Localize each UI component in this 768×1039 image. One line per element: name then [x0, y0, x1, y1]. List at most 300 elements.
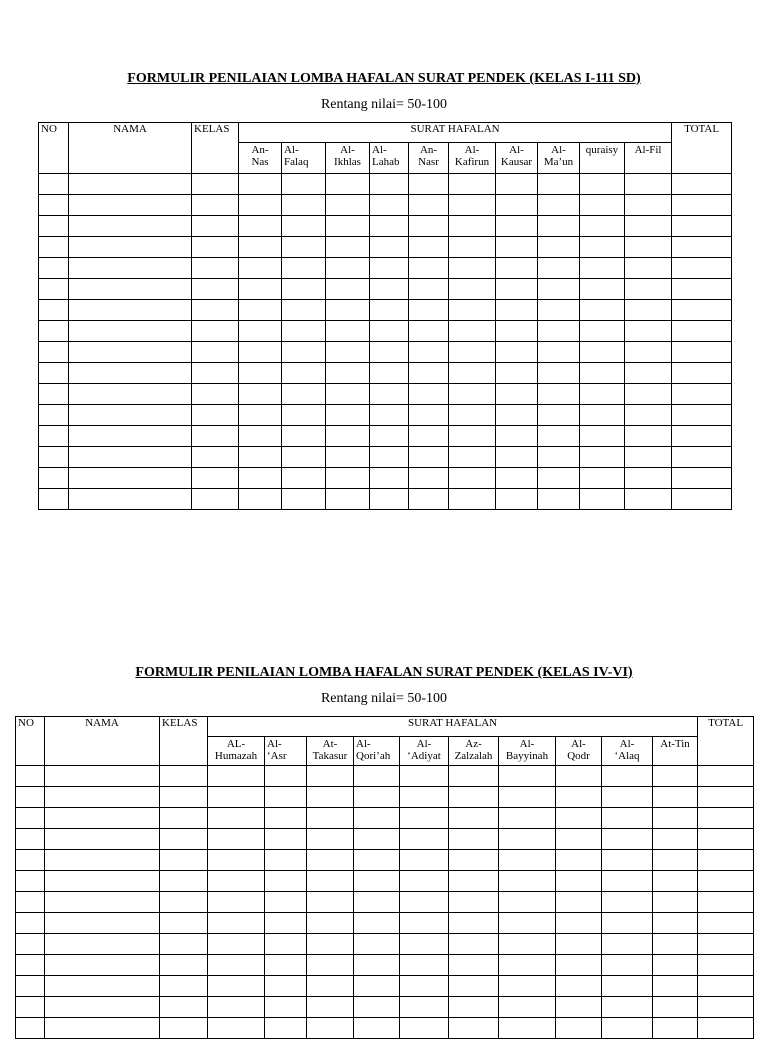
- score-cell[interactable]: [538, 384, 580, 405]
- score-cell[interactable]: [69, 405, 192, 426]
- score-cell[interactable]: [672, 405, 732, 426]
- score-cell[interactable]: [239, 279, 282, 300]
- score-cell[interactable]: [580, 195, 625, 216]
- score-cell[interactable]: [192, 405, 239, 426]
- score-cell[interactable]: [449, 892, 499, 913]
- score-cell[interactable]: [580, 426, 625, 447]
- score-cell[interactable]: [698, 850, 754, 871]
- score-cell[interactable]: [282, 384, 326, 405]
- score-cell[interactable]: [602, 976, 653, 997]
- score-cell[interactable]: [672, 468, 732, 489]
- score-cell[interactable]: [45, 829, 160, 850]
- score-cell[interactable]: [69, 342, 192, 363]
- score-cell[interactable]: [192, 363, 239, 384]
- score-cell[interactable]: [449, 279, 496, 300]
- score-cell[interactable]: [192, 216, 239, 237]
- score-cell[interactable]: [307, 766, 354, 787]
- score-cell[interactable]: [265, 913, 307, 934]
- score-cell[interactable]: [672, 216, 732, 237]
- score-cell[interactable]: [282, 258, 326, 279]
- score-cell[interactable]: [400, 1018, 449, 1039]
- score-cell[interactable]: [69, 300, 192, 321]
- score-cell[interactable]: [496, 405, 538, 426]
- score-cell[interactable]: [282, 342, 326, 363]
- score-cell[interactable]: [698, 766, 754, 787]
- score-cell[interactable]: [698, 892, 754, 913]
- score-cell[interactable]: [602, 871, 653, 892]
- score-cell[interactable]: [499, 934, 556, 955]
- score-cell[interactable]: [496, 237, 538, 258]
- score-cell[interactable]: [625, 279, 672, 300]
- score-cell[interactable]: [45, 955, 160, 976]
- score-cell[interactable]: [449, 871, 499, 892]
- score-cell[interactable]: [400, 934, 449, 955]
- score-cell[interactable]: [69, 279, 192, 300]
- score-cell[interactable]: [672, 237, 732, 258]
- score-cell[interactable]: [69, 195, 192, 216]
- score-cell[interactable]: [208, 871, 265, 892]
- score-cell[interactable]: [409, 426, 449, 447]
- score-cell[interactable]: [400, 955, 449, 976]
- score-cell[interactable]: [239, 489, 282, 510]
- score-cell[interactable]: [538, 321, 580, 342]
- score-cell[interactable]: [192, 468, 239, 489]
- score-cell[interactable]: [265, 1018, 307, 1039]
- score-cell[interactable]: [208, 1018, 265, 1039]
- score-cell[interactable]: [499, 808, 556, 829]
- score-cell[interactable]: [556, 808, 602, 829]
- score-cell[interactable]: [192, 195, 239, 216]
- score-cell[interactable]: [625, 300, 672, 321]
- score-cell[interactable]: [354, 808, 400, 829]
- score-cell[interactable]: [160, 997, 208, 1018]
- score-cell[interactable]: [265, 871, 307, 892]
- score-cell[interactable]: [326, 447, 370, 468]
- score-cell[interactable]: [556, 913, 602, 934]
- score-cell[interactable]: [370, 279, 409, 300]
- score-cell[interactable]: [602, 829, 653, 850]
- score-cell[interactable]: [409, 174, 449, 195]
- score-cell[interactable]: [282, 363, 326, 384]
- score-cell[interactable]: [326, 216, 370, 237]
- score-cell[interactable]: [354, 871, 400, 892]
- score-cell[interactable]: [265, 766, 307, 787]
- score-cell[interactable]: [160, 976, 208, 997]
- score-cell[interactable]: [307, 787, 354, 808]
- score-cell[interactable]: [672, 300, 732, 321]
- score-cell[interactable]: [653, 976, 698, 997]
- score-cell[interactable]: [653, 787, 698, 808]
- score-cell[interactable]: [354, 1018, 400, 1039]
- score-cell[interactable]: [282, 279, 326, 300]
- score-cell[interactable]: [449, 976, 499, 997]
- score-cell[interactable]: [409, 216, 449, 237]
- score-cell[interactable]: [282, 300, 326, 321]
- score-cell[interactable]: [653, 1018, 698, 1039]
- score-cell[interactable]: [16, 913, 45, 934]
- score-cell[interactable]: [653, 850, 698, 871]
- score-cell[interactable]: [400, 829, 449, 850]
- score-cell[interactable]: [625, 489, 672, 510]
- score-cell[interactable]: [16, 892, 45, 913]
- score-cell[interactable]: [239, 300, 282, 321]
- score-cell[interactable]: [16, 997, 45, 1018]
- score-cell[interactable]: [45, 892, 160, 913]
- score-cell[interactable]: [556, 871, 602, 892]
- score-cell[interactable]: [69, 489, 192, 510]
- score-cell[interactable]: [265, 808, 307, 829]
- score-cell[interactable]: [496, 342, 538, 363]
- score-cell[interactable]: [672, 195, 732, 216]
- score-cell[interactable]: [307, 976, 354, 997]
- score-cell[interactable]: [625, 426, 672, 447]
- score-cell[interactable]: [326, 300, 370, 321]
- score-cell[interactable]: [265, 787, 307, 808]
- score-cell[interactable]: [282, 174, 326, 195]
- score-cell[interactable]: [449, 808, 499, 829]
- score-cell[interactable]: [653, 955, 698, 976]
- score-cell[interactable]: [625, 363, 672, 384]
- score-cell[interactable]: [39, 258, 69, 279]
- score-cell[interactable]: [326, 468, 370, 489]
- score-cell[interactable]: [538, 258, 580, 279]
- score-cell[interactable]: [39, 363, 69, 384]
- score-cell[interactable]: [625, 405, 672, 426]
- score-cell[interactable]: [45, 997, 160, 1018]
- score-cell[interactable]: [580, 468, 625, 489]
- score-cell[interactable]: [39, 426, 69, 447]
- score-cell[interactable]: [307, 808, 354, 829]
- score-cell[interactable]: [698, 871, 754, 892]
- score-cell[interactable]: [208, 934, 265, 955]
- score-cell[interactable]: [370, 195, 409, 216]
- score-cell[interactable]: [160, 1018, 208, 1039]
- score-cell[interactable]: [449, 1018, 499, 1039]
- score-cell[interactable]: [192, 342, 239, 363]
- score-cell[interactable]: [449, 489, 496, 510]
- score-cell[interactable]: [409, 489, 449, 510]
- score-cell[interactable]: [538, 216, 580, 237]
- score-cell[interactable]: [672, 426, 732, 447]
- score-cell[interactable]: [326, 384, 370, 405]
- score-cell[interactable]: [556, 997, 602, 1018]
- score-cell[interactable]: [16, 955, 45, 976]
- score-cell[interactable]: [556, 1018, 602, 1039]
- score-cell[interactable]: [580, 384, 625, 405]
- score-cell[interactable]: [400, 808, 449, 829]
- score-cell[interactable]: [602, 808, 653, 829]
- score-cell[interactable]: [672, 321, 732, 342]
- score-cell[interactable]: [39, 321, 69, 342]
- score-cell[interactable]: [538, 237, 580, 258]
- score-cell[interactable]: [449, 955, 499, 976]
- score-cell[interactable]: [208, 829, 265, 850]
- score-cell[interactable]: [39, 279, 69, 300]
- score-cell[interactable]: [16, 808, 45, 829]
- score-cell[interactable]: [354, 913, 400, 934]
- score-cell[interactable]: [409, 447, 449, 468]
- score-cell[interactable]: [538, 447, 580, 468]
- score-cell[interactable]: [449, 321, 496, 342]
- score-cell[interactable]: [370, 426, 409, 447]
- score-cell[interactable]: [39, 300, 69, 321]
- score-cell[interactable]: [496, 258, 538, 279]
- score-cell[interactable]: [538, 300, 580, 321]
- score-cell[interactable]: [400, 850, 449, 871]
- score-cell[interactable]: [499, 850, 556, 871]
- score-cell[interactable]: [409, 279, 449, 300]
- score-cell[interactable]: [499, 892, 556, 913]
- score-cell[interactable]: [400, 787, 449, 808]
- score-cell[interactable]: [307, 955, 354, 976]
- score-cell[interactable]: [556, 850, 602, 871]
- score-cell[interactable]: [602, 892, 653, 913]
- score-cell[interactable]: [449, 426, 496, 447]
- score-cell[interactable]: [625, 195, 672, 216]
- score-cell[interactable]: [449, 850, 499, 871]
- score-cell[interactable]: [208, 913, 265, 934]
- score-cell[interactable]: [282, 195, 326, 216]
- score-cell[interactable]: [282, 426, 326, 447]
- score-cell[interactable]: [496, 447, 538, 468]
- score-cell[interactable]: [449, 787, 499, 808]
- score-cell[interactable]: [307, 892, 354, 913]
- score-cell[interactable]: [370, 174, 409, 195]
- score-cell[interactable]: [449, 447, 496, 468]
- score-cell[interactable]: [499, 955, 556, 976]
- score-cell[interactable]: [496, 363, 538, 384]
- score-cell[interactable]: [370, 300, 409, 321]
- score-cell[interactable]: [307, 913, 354, 934]
- score-cell[interactable]: [354, 829, 400, 850]
- score-cell[interactable]: [192, 321, 239, 342]
- score-cell[interactable]: [192, 174, 239, 195]
- score-cell[interactable]: [239, 321, 282, 342]
- score-cell[interactable]: [496, 279, 538, 300]
- score-cell[interactable]: [580, 405, 625, 426]
- score-cell[interactable]: [208, 892, 265, 913]
- score-cell[interactable]: [39, 342, 69, 363]
- score-cell[interactable]: [449, 829, 499, 850]
- score-cell[interactable]: [496, 300, 538, 321]
- score-cell[interactable]: [400, 766, 449, 787]
- score-cell[interactable]: [538, 279, 580, 300]
- score-cell[interactable]: [672, 363, 732, 384]
- score-cell[interactable]: [556, 976, 602, 997]
- score-cell[interactable]: [16, 934, 45, 955]
- score-cell[interactable]: [602, 997, 653, 1018]
- score-cell[interactable]: [409, 363, 449, 384]
- score-cell[interactable]: [625, 237, 672, 258]
- score-cell[interactable]: [625, 468, 672, 489]
- score-cell[interactable]: [326, 279, 370, 300]
- score-cell[interactable]: [449, 258, 496, 279]
- score-cell[interactable]: [239, 384, 282, 405]
- score-cell[interactable]: [326, 426, 370, 447]
- score-cell[interactable]: [409, 342, 449, 363]
- score-cell[interactable]: [400, 997, 449, 1018]
- score-cell[interactable]: [370, 384, 409, 405]
- score-cell[interactable]: [160, 955, 208, 976]
- score-cell[interactable]: [400, 892, 449, 913]
- score-cell[interactable]: [39, 405, 69, 426]
- score-cell[interactable]: [208, 997, 265, 1018]
- score-cell[interactable]: [307, 1018, 354, 1039]
- score-cell[interactable]: [239, 363, 282, 384]
- score-cell[interactable]: [449, 997, 499, 1018]
- score-cell[interactable]: [208, 955, 265, 976]
- score-cell[interactable]: [326, 489, 370, 510]
- score-cell[interactable]: [698, 955, 754, 976]
- score-cell[interactable]: [160, 787, 208, 808]
- score-cell[interactable]: [672, 174, 732, 195]
- score-cell[interactable]: [208, 976, 265, 997]
- score-cell[interactable]: [653, 829, 698, 850]
- score-cell[interactable]: [69, 447, 192, 468]
- score-cell[interactable]: [602, 1018, 653, 1039]
- score-cell[interactable]: [326, 258, 370, 279]
- score-cell[interactable]: [69, 174, 192, 195]
- score-cell[interactable]: [192, 447, 239, 468]
- score-cell[interactable]: [496, 426, 538, 447]
- score-cell[interactable]: [69, 321, 192, 342]
- score-cell[interactable]: [499, 1018, 556, 1039]
- score-cell[interactable]: [538, 342, 580, 363]
- score-cell[interactable]: [39, 174, 69, 195]
- score-cell[interactable]: [39, 195, 69, 216]
- score-cell[interactable]: [370, 468, 409, 489]
- score-cell[interactable]: [265, 976, 307, 997]
- score-cell[interactable]: [282, 468, 326, 489]
- score-cell[interactable]: [556, 955, 602, 976]
- score-cell[interactable]: [409, 195, 449, 216]
- score-cell[interactable]: [556, 934, 602, 955]
- score-cell[interactable]: [580, 342, 625, 363]
- score-cell[interactable]: [192, 489, 239, 510]
- score-cell[interactable]: [45, 766, 160, 787]
- score-cell[interactable]: [282, 237, 326, 258]
- score-cell[interactable]: [538, 174, 580, 195]
- score-cell[interactable]: [208, 850, 265, 871]
- score-cell[interactable]: [449, 468, 496, 489]
- score-cell[interactable]: [16, 766, 45, 787]
- score-cell[interactable]: [499, 913, 556, 934]
- score-cell[interactable]: [282, 321, 326, 342]
- score-cell[interactable]: [239, 258, 282, 279]
- score-cell[interactable]: [496, 468, 538, 489]
- score-cell[interactable]: [698, 1018, 754, 1039]
- score-cell[interactable]: [239, 195, 282, 216]
- score-cell[interactable]: [653, 913, 698, 934]
- score-cell[interactable]: [69, 216, 192, 237]
- score-cell[interactable]: [602, 766, 653, 787]
- score-cell[interactable]: [602, 913, 653, 934]
- score-cell[interactable]: [672, 258, 732, 279]
- score-cell[interactable]: [307, 934, 354, 955]
- score-cell[interactable]: [409, 405, 449, 426]
- score-cell[interactable]: [409, 384, 449, 405]
- score-cell[interactable]: [538, 363, 580, 384]
- score-cell[interactable]: [39, 237, 69, 258]
- score-cell[interactable]: [580, 447, 625, 468]
- score-cell[interactable]: [580, 216, 625, 237]
- score-cell[interactable]: [192, 300, 239, 321]
- score-cell[interactable]: [602, 850, 653, 871]
- score-cell[interactable]: [239, 405, 282, 426]
- score-cell[interactable]: [282, 447, 326, 468]
- score-cell[interactable]: [653, 934, 698, 955]
- score-cell[interactable]: [409, 237, 449, 258]
- score-cell[interactable]: [69, 258, 192, 279]
- score-cell[interactable]: [496, 384, 538, 405]
- score-cell[interactable]: [580, 321, 625, 342]
- score-cell[interactable]: [326, 405, 370, 426]
- score-cell[interactable]: [538, 195, 580, 216]
- score-cell[interactable]: [370, 447, 409, 468]
- score-cell[interactable]: [496, 321, 538, 342]
- score-cell[interactable]: [354, 892, 400, 913]
- score-cell[interactable]: [160, 808, 208, 829]
- score-cell[interactable]: [449, 174, 496, 195]
- score-cell[interactable]: [69, 363, 192, 384]
- score-cell[interactable]: [409, 258, 449, 279]
- score-cell[interactable]: [698, 976, 754, 997]
- score-cell[interactable]: [354, 934, 400, 955]
- score-cell[interactable]: [538, 426, 580, 447]
- score-cell[interactable]: [672, 279, 732, 300]
- score-cell[interactable]: [69, 237, 192, 258]
- score-cell[interactable]: [625, 216, 672, 237]
- score-cell[interactable]: [499, 976, 556, 997]
- score-cell[interactable]: [449, 300, 496, 321]
- score-cell[interactable]: [400, 976, 449, 997]
- score-cell[interactable]: [698, 808, 754, 829]
- score-cell[interactable]: [580, 300, 625, 321]
- score-cell[interactable]: [496, 216, 538, 237]
- score-cell[interactable]: [239, 237, 282, 258]
- score-cell[interactable]: [307, 850, 354, 871]
- score-cell[interactable]: [282, 405, 326, 426]
- score-cell[interactable]: [698, 913, 754, 934]
- score-cell[interactable]: [326, 342, 370, 363]
- score-cell[interactable]: [208, 766, 265, 787]
- score-cell[interactable]: [653, 766, 698, 787]
- score-cell[interactable]: [370, 237, 409, 258]
- score-cell[interactable]: [192, 237, 239, 258]
- score-cell[interactable]: [449, 237, 496, 258]
- score-cell[interactable]: [580, 363, 625, 384]
- score-cell[interactable]: [160, 913, 208, 934]
- score-cell[interactable]: [45, 787, 160, 808]
- score-cell[interactable]: [326, 174, 370, 195]
- score-cell[interactable]: [239, 468, 282, 489]
- score-cell[interactable]: [653, 997, 698, 1018]
- score-cell[interactable]: [538, 468, 580, 489]
- score-cell[interactable]: [265, 850, 307, 871]
- score-cell[interactable]: [556, 787, 602, 808]
- score-cell[interactable]: [16, 1018, 45, 1039]
- score-cell[interactable]: [239, 342, 282, 363]
- score-cell[interactable]: [370, 216, 409, 237]
- score-cell[interactable]: [39, 468, 69, 489]
- score-cell[interactable]: [409, 321, 449, 342]
- score-cell[interactable]: [45, 808, 160, 829]
- score-cell[interactable]: [326, 363, 370, 384]
- score-cell[interactable]: [326, 195, 370, 216]
- score-cell[interactable]: [354, 976, 400, 997]
- score-cell[interactable]: [449, 342, 496, 363]
- score-cell[interactable]: [16, 976, 45, 997]
